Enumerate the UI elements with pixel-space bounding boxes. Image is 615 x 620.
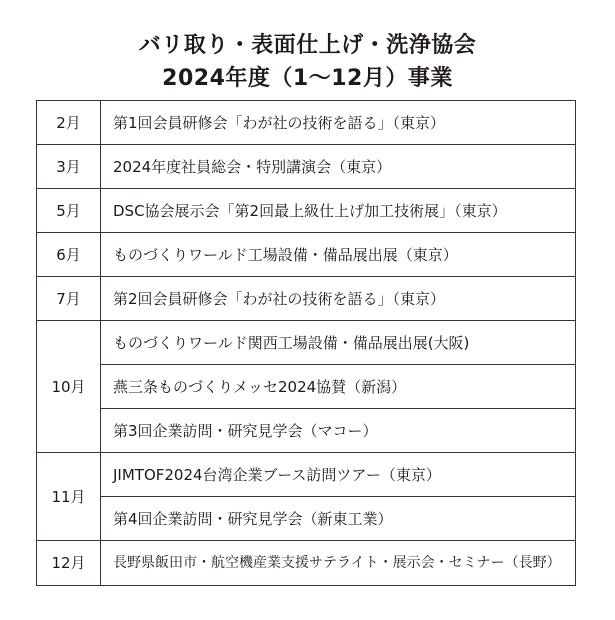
event-cell: JIMTOF2024台湾企業ブース訪問ツアー（東京） bbox=[101, 453, 576, 497]
table-row bbox=[37, 189, 576, 233]
table-row bbox=[37, 497, 576, 541]
event-cell: 長野県飯田市・航空機産業支援サテライト・展示会・セミナー（長野） bbox=[101, 541, 576, 586]
event-cell: 第1回会員研修会「わが社の技術を語る」（東京） bbox=[101, 101, 576, 145]
event-cell: 燕三条ものづくりメッセ2024協賛（新潟） bbox=[101, 365, 576, 409]
month-cell: 2月 bbox=[37, 101, 101, 145]
event-cell: ものづくりワールド関西工場設備・備品展出展(大阪) bbox=[101, 321, 576, 365]
month-cell: 11月 bbox=[37, 453, 101, 541]
event-cell: DSC協会展示会「第2回最上級仕上げ加工技術展」（東京） bbox=[101, 189, 576, 233]
table-row bbox=[37, 365, 576, 409]
month-cell: 6月 bbox=[37, 233, 101, 277]
table-row bbox=[37, 277, 576, 321]
event-cell: 第2回会員研修会「わが社の技術を語る」（東京） bbox=[101, 277, 576, 321]
month-cell: 7月 bbox=[37, 277, 101, 321]
month-cell: 10月 bbox=[37, 321, 101, 453]
document-title: バリ取り・表面仕上げ・洗浄協会 bbox=[138, 33, 477, 58]
table-row bbox=[37, 101, 576, 145]
table-row bbox=[37, 453, 576, 497]
month-cell: 12月 bbox=[37, 541, 101, 586]
table-row bbox=[37, 321, 576, 365]
event-cell: 第3回企業訪問・研究見学会（マコー） bbox=[101, 409, 576, 453]
table-row bbox=[37, 233, 576, 277]
event-cell: ものづくりワールド工場設備・備品展出展（東京） bbox=[101, 233, 576, 277]
month-cell: 5月 bbox=[37, 189, 101, 233]
table-row bbox=[37, 145, 576, 189]
event-cell: 第4回企業訪問・研究見学会（新東工業） bbox=[101, 497, 576, 541]
document-subtitle: 2024年度（1〜12月）事業 bbox=[162, 66, 453, 91]
month-cell: 3月 bbox=[37, 145, 101, 189]
table-row bbox=[37, 409, 576, 453]
table-row bbox=[37, 541, 576, 586]
event-cell: 2024年度社員総会・特別講演会（東京） bbox=[101, 145, 576, 189]
schedule-table bbox=[36, 100, 576, 586]
